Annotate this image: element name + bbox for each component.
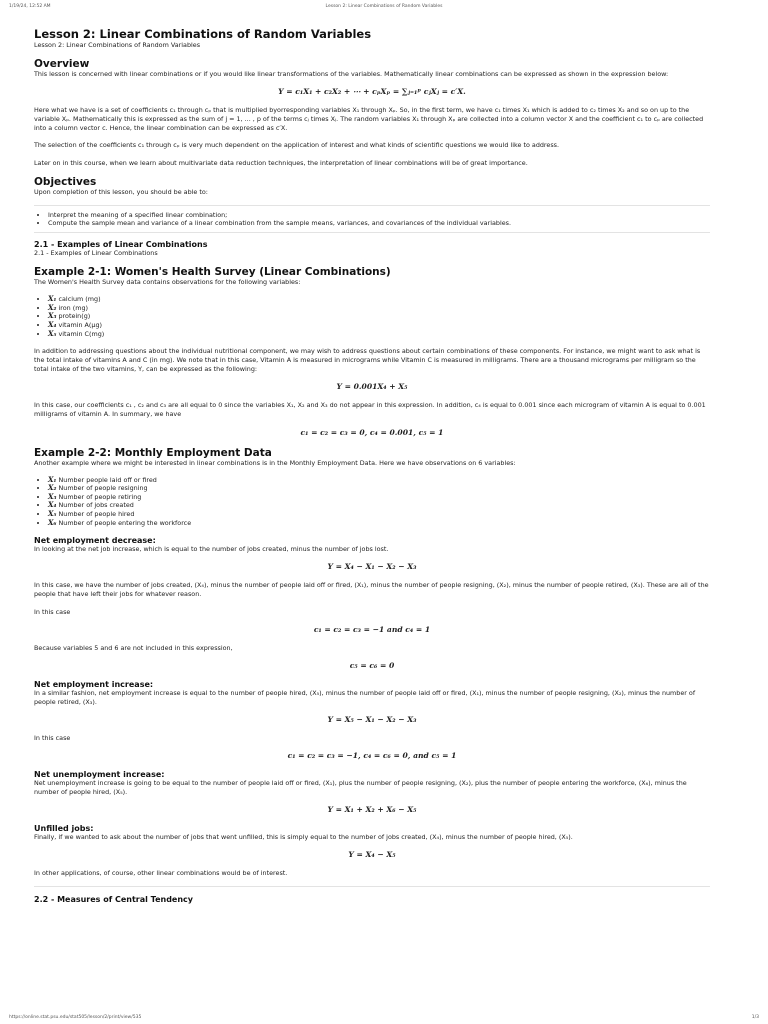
variable-item xyxy=(48,312,710,321)
overview-heading: Overview xyxy=(34,58,90,71)
coefficients-equation: c₁ = c₂ = c₃ = 0, c₄ = 0.001, c₅ = 1 xyxy=(300,427,444,437)
net-unemployment-increase-paragraph: Net unemployment increase is going to be equal to the number of people laid off or fired, (X₁), plus the number of people resigning, (X₂), plus the number of people entering the workforce, (X₆), minus the number of people hired, (X₅). xyxy=(34,778,687,797)
objectives-list xyxy=(34,211,710,228)
variable-label: Number of jobs created xyxy=(58,501,134,510)
variable-symbol: X₂ xyxy=(48,302,57,312)
variable-symbol: X₂ xyxy=(48,483,57,493)
variable-label: protein(g) xyxy=(58,312,91,321)
variable-item xyxy=(48,519,710,528)
lesson-title: Lesson 2: Linear Combinations of Random Variables xyxy=(34,27,372,41)
net-employment-decrease-paragraph: In looking at the net job increase, which is equal to the number of jobs created, minus the number of jobs lost. xyxy=(34,545,389,554)
variable-symbol: X₆ xyxy=(48,517,57,527)
variable-label: calcium (mg) xyxy=(58,295,101,304)
variable-label: Number of people retiring xyxy=(58,492,142,501)
print-page-title: Lesson 2: Linear Combinations of Random Variables xyxy=(325,4,443,9)
variable-label: Number of people entering the workforce xyxy=(58,518,192,527)
overview-paragraph: Here what we have is a set of coefficients c₁ through cₚ that is multiplied byorresponding variables X₁ through Xₚ. So, in the first term, we have c₁ times X₁ which is added to c₂ times X₂ and so on up to the variable Xₚ. Mathematically this is expressed as the sum of j = 1, ... , p of the terms cⱼ times Xⱼ. The random variables X₁ through Xₚ are collected into a column vector X and the coefficient c₁ to cₚ are collected into a column vector c. Hence, the linear combination can be expressed as c′X. xyxy=(34,106,704,133)
vitamin-total-equation: Y = 0.001X₄ + X₅ xyxy=(336,382,408,392)
example-2-2-intro: Another example where we might be interested in linear combinations is in the Monthly Employment Data. Here we have observations on 6 variables: xyxy=(34,458,516,467)
linear-combination-equation: Y = c₁X₁ + c₂X₂ + ⋯ + cₚXₚ = ∑ⱼ₌₁ᵖ cⱼXⱼ = c′X. xyxy=(278,87,466,97)
variable-symbol: X₅ xyxy=(48,509,57,519)
net-employment-increase-paragraph: In a similar fashion, net employment increase is equal to the number of people hired, (X₅), minus the number of people laid off or fired, (X₁), minus the number of people resigning, (X₂), minus the number of people retired, (X₃). xyxy=(34,688,696,706)
overview-paragraph: This lesson is concerned with linear combinations or if you would like linear transformations of the variables. Mathematically linear combinations can be expressed as shown in the expression below: xyxy=(34,70,669,79)
variable-label: Number people laid off or fired xyxy=(58,475,157,484)
breadcrumb: Lesson 2: Linear Combinations of Random Variables xyxy=(34,41,201,49)
section-divider xyxy=(34,886,710,887)
unfilled-jobs-paragraph: Finally, if we wanted to ask about the number of jobs that went unfilled, this is simply equal to the number of jobs created, (X₄), minus the number of people hired, (X₅). xyxy=(34,833,573,842)
net-employment-increase-heading: Net employment increase: xyxy=(34,679,154,689)
variable-label: Number of people resigning xyxy=(58,484,148,493)
example-2-2-heading: Example 2-2: Monthly Employment Data xyxy=(34,446,272,459)
print-url: https://online.stat.psu.edu/stat505/lesson/2/print/view/535 xyxy=(9,1015,142,1020)
variable-item xyxy=(48,510,710,519)
lesson-page xyxy=(34,27,710,904)
net-employment-decrease-heading: Net employment decrease: xyxy=(34,536,156,546)
net-unemployment-increase-equation: Y = X₁ + X₂ + X₆ − X₅ xyxy=(327,805,417,815)
print-datetime: 1/19/24, 12:52 AM xyxy=(9,4,51,9)
variable-item xyxy=(48,321,710,330)
objectives-box xyxy=(34,205,710,233)
objectives-intro: Upon completion of this lesson, you should be able to: xyxy=(34,187,208,196)
variable-item xyxy=(48,295,710,304)
net-employment-increase-coefficients: c₁ = c₂ = c₃ = −1, c₄ = c₆ = 0, and c₅ = 1 xyxy=(287,750,457,760)
net-employment-decrease-paragraph: Because variables 5 and 6 are not included in this expression, xyxy=(34,643,233,652)
net-employment-decrease-paragraph: In this case, we have the number of jobs created, (X₄), minus the number of people laid off or fired, (X₁), minus the number of people resigning, (X₂), minus the number of people retired, (X₃). These are all of the people that have left their jobs for whatever reason. xyxy=(34,581,709,599)
unfilled-jobs-paragraph: In other applications, of course, other linear combinations would be of interest. xyxy=(34,869,288,878)
variable-symbol: X₃ xyxy=(48,311,57,321)
womens-health-variable-list xyxy=(34,295,710,338)
variable-symbol: X₄ xyxy=(48,500,57,510)
variable-item xyxy=(48,304,710,313)
variable-label: vitamin A(μg) xyxy=(58,320,103,329)
unfilled-jobs-heading: Unfilled jobs: xyxy=(34,824,94,834)
section-2-1-heading: 2.1 - Examples of Linear Combinations xyxy=(34,239,208,249)
objective-item: • Compute the sample mean and variance of a linear combination from the sample means, variances, and covariances of the individual variables. xyxy=(48,219,710,228)
variable-symbol: X₄ xyxy=(48,319,57,329)
variable-symbol: X₅ xyxy=(48,328,57,338)
print-page-number: 1/3 xyxy=(751,1015,759,1020)
variable-item xyxy=(48,476,710,485)
net-employment-decrease-equation: Y = X₄ − X₁ − X₂ − X₃ xyxy=(327,562,417,572)
section-2-1-crumb: 2.1 - Examples of Linear Combinations xyxy=(34,248,158,257)
variable-label: vitamin C(mg) xyxy=(58,329,105,338)
variable-symbol: X₃ xyxy=(48,491,57,501)
unfilled-jobs-equation: Y = X₄ − X₅ xyxy=(348,850,396,860)
variable-item xyxy=(48,484,710,493)
variable-item xyxy=(48,330,710,339)
overview-paragraph: The selection of the coefficients c₁ through cₚ is very much dependent on the application of interest and what kinds of scientific questions we would like to address. xyxy=(34,141,560,150)
variable-label: iron (mg) xyxy=(58,303,89,312)
overview-paragraph: Later on in this course, when we learn about multivariate data reduction techniques, the interpretation of linear combinations will be of great importance. xyxy=(34,158,528,167)
variable-item xyxy=(48,501,710,510)
net-unemployment-increase-heading: Net unemployment increase: xyxy=(34,769,165,779)
objective-item: • Interpret the meaning of a specified linear combination; xyxy=(48,211,710,220)
example-2-1-intro: The Women's Health Survey data contains observations for the following variables: xyxy=(34,278,301,287)
objectives-heading: Objectives xyxy=(34,175,97,188)
variable-label: Number of people hired xyxy=(58,510,135,519)
employment-variable-list xyxy=(34,476,710,528)
variable-symbol: X₁ xyxy=(48,474,57,484)
net-employment-decrease-zero-coefficients: c₅ = c₆ = 0 xyxy=(349,660,395,670)
variable-symbol: X₁ xyxy=(48,294,57,304)
example-2-1-paragraph: In addition to addressing questions about the individual nutritional component, we may wish to address questions about certain combinations of these components. For instance, we might want to ask what is the total intake of vitamins A and C (in mg). We note that in this case, Vitamin A is measured in micrograms while Vitamin C is measured in milligrams. There are a thousand micrograms per milligram so the total intake of the two vitamins, Y, can be expressed as the following: xyxy=(34,347,701,374)
net-employment-increase-paragraph: In this case xyxy=(34,733,71,742)
net-employment-decrease-coefficients: c₁ = c₂ = c₃ = −1 and c₄ = 1 xyxy=(313,624,431,634)
example-2-1-paragraph: In this case, our coefficients c₁ , c₂ and c₃ are all equal to 0 since the variables X₁, X₂ and X₃ do not appear in this expression. In addition, c₄ is equal to 0.001 since each microgram of vitamin A is equal to 0.001 milligrams of vitamin A. In summary, we have xyxy=(34,401,706,419)
net-employment-decrease-paragraph: In this case xyxy=(34,607,71,616)
net-employment-increase-equation: Y = X₅ − X₁ − X₂ − X₃ xyxy=(327,714,417,724)
variable-item xyxy=(48,493,710,502)
section-2-2-heading: 2.2 - Measures of Central Tendency xyxy=(34,895,193,905)
example-2-1-heading: Example 2-1: Women's Health Survey (Linear Combinations) xyxy=(34,266,391,279)
